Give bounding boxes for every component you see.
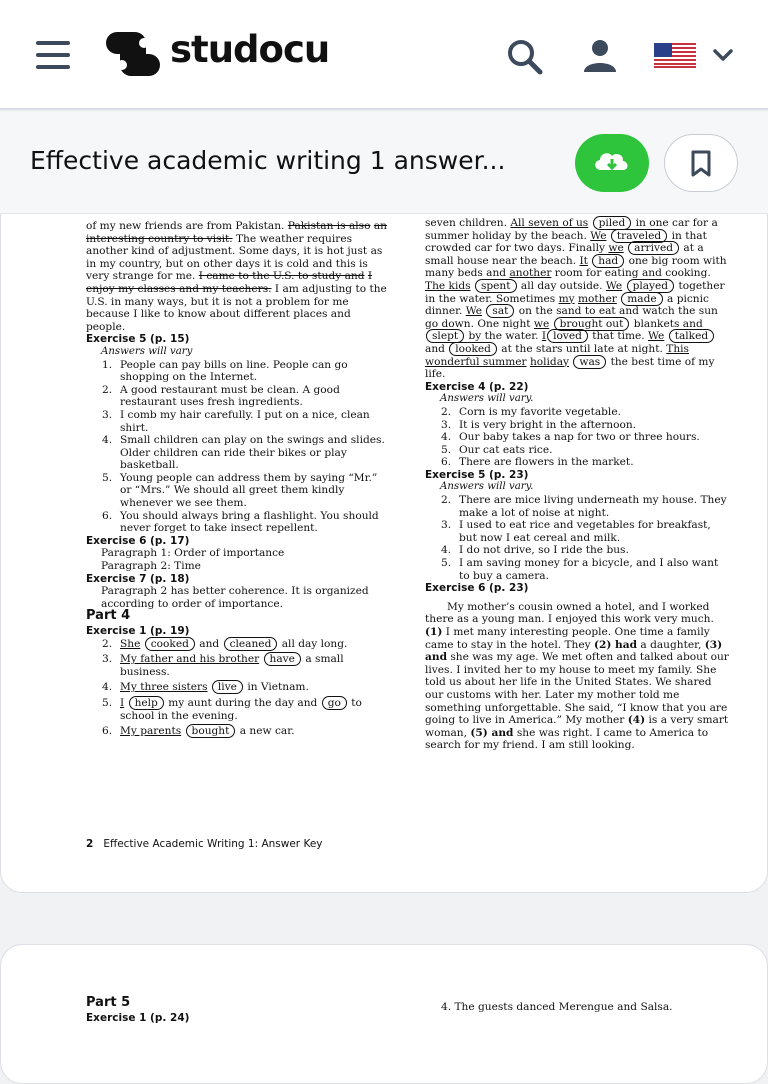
list-item: 2. Corn is my favorite vegetable. [441, 405, 621, 418]
document-title: Effective academic writing 1 answer... [30, 146, 506, 175]
answer-line: Paragraph 1: Order of importance [101, 547, 285, 560]
bookmark-icon [665, 135, 737, 191]
answer-line: Paragraph 2: Time [101, 560, 201, 573]
list-item: 6. My parents bought a new car. [102, 725, 295, 738]
list-item: 2. She cooked and cleaned all day long. [102, 637, 348, 650]
document-page-1 [0, 150, 768, 893]
list-item: 4. Our baby takes a nap for two or three hours. [441, 431, 700, 444]
part-heading: Part 4 [86, 608, 131, 624]
right-column [425, 217, 730, 752]
left-column [86, 997, 386, 1024]
page-footer [86, 838, 323, 850]
exercise-heading: Exercise 1 (p. 19) [86, 625, 190, 637]
document-page-2 [0, 944, 768, 1084]
exercise-heading: Exercise 4 (p. 22) [425, 380, 529, 393]
menu-icon[interactable] [36, 41, 70, 69]
language-selector[interactable] [654, 42, 740, 70]
list-item: 2. There are mice living underneath my house. They make a lot of noise at night. [441, 494, 727, 519]
list-item: 2. A good restaurant must be clean. A good restaurant uses fresh ingredients. [102, 383, 340, 409]
essay-text: My mother’s cousin owned a hotel, and I worked there as a young man. I enjoyed this work very much. (1) I met many interesting people. One time a family came to stay in the hotel. They (2) had a daughter, (3) and she was my age. We met often and talked about our lives. I invited her to my house to meet my family. She told us about her life in the United States. We shared our customs with her. Later my mother told me something unforgettable. She said, “I know that you are going to live in America.” My mother (4) is a very smart woman, (5) and she was right. I came to America to search for my friend. I am still looking. [425, 600, 729, 752]
list-item: 5. I help my aunt during the day and go to school in the evening. [102, 696, 362, 722]
footer-text: Effective Academic Writing 1: Answer Key [103, 838, 323, 850]
list-item: 3. My father and his brother have a small business. [102, 653, 344, 678]
studocu-wordmark: studocu [170, 28, 330, 71]
exercise-heading: Exercise 1 (p. 24) [86, 1011, 190, 1024]
list-item: 4. My three sisters live in Vietnam. [102, 681, 309, 694]
us-flag-icon [654, 43, 696, 68]
list-item: 6. There are flowers in the market. [441, 456, 634, 469]
exercise-heading: Exercise 6 (p. 17) [86, 534, 190, 547]
search-icon[interactable] [502, 36, 546, 76]
answer-text: Paragraph 2 has better coherence. It is organized according to order of importance. [101, 585, 369, 610]
list-item: 6. You should always bring a flashlight. You should never forget to take insect repellent. [102, 509, 379, 535]
list-item: 5. Our cat eats rice. [441, 443, 553, 456]
answers-note: Answers will vary. [440, 481, 534, 493]
part-heading: Part 5 [86, 995, 131, 1010]
answers-note: Answers will vary. [440, 393, 534, 405]
list-item: 4. Small children can play on the swings and slides. Older children can ride their bikes or play basketball. [102, 434, 385, 472]
list-item: 4. The guests danced Merengue and Salsa. [441, 1001, 673, 1013]
right-column [441, 1001, 741, 1014]
studocu-logo-icon [104, 30, 162, 78]
essay-text: of my new friends are from Pakistan. Pakistan is also an interesting country to visit. The weather requires another kind of adjustment. Some days, it is hot just as in my country, but on other days it is cold and this is very strange for me. I came to the U.S. to study and I enjoy my classes and my teachers. I am adjusting to the U.S. in many ways, but it is not a problem for me because I like to know about different places and people. [86, 220, 387, 333]
exercise-heading: Exercise 6 (p. 23) [425, 582, 529, 595]
list-item: 4. I do not drive, so I ride the bus. [441, 544, 629, 557]
user-icon[interactable] [578, 36, 622, 76]
download-button[interactable] [575, 134, 649, 192]
list-item: 1. People can pay bills on line. People can go shopping on the Internet. [102, 358, 348, 384]
page-number: 2 [86, 838, 94, 850]
studocu-logo[interactable] [104, 30, 344, 80]
document-title-bar [0, 112, 768, 214]
exercise-heading: Exercise 5 (p. 15) [86, 333, 190, 346]
list-item: 5. Young people can address them by saying “Mr.” or “Mrs.” We should all greet them kindly whenever we see them. [102, 471, 378, 510]
exercise-heading: Exercise 7 (p. 18) [86, 572, 190, 585]
chevron-down-icon [712, 46, 734, 64]
cloud-download-icon [575, 134, 649, 192]
top-navigation-bar [0, 0, 768, 110]
list-item: 3. I comb my hair carefully. I put on a nice, clean shirt. [102, 408, 370, 434]
list-item: 5. I am saving money for a bicycle, and I also want to buy a camera. [441, 557, 719, 582]
list-item: 3. It is very bright in the afternoon. [441, 418, 637, 431]
left-column [86, 220, 391, 738]
essay-text: seven children. All seven of us piled in one car for a summer holiday by the beach. We traveled in that crowded car for two days. Finally we arrived at a small house near the beach. It had one big room with many beds and another room for eating and cooking. The kids spent all day outside. We played together in the water. Sometimes my mother made a picnic dinner. We sat on the sand to eat and watch the sun go down. One night we brought out blankets and slept by the water. I loved that time. We talked and looked at the stars until late at night. This wonderful summer holiday was the best time of my life. [425, 217, 727, 381]
exercise-heading: Exercise 5 (p. 23) [425, 468, 529, 481]
answers-note: Answers will vary [101, 345, 193, 357]
list-item: 3. I used to eat rice and vegetables for breakfast, but now I eat cereal and milk. [441, 519, 711, 544]
bookmark-button[interactable] [664, 134, 738, 192]
